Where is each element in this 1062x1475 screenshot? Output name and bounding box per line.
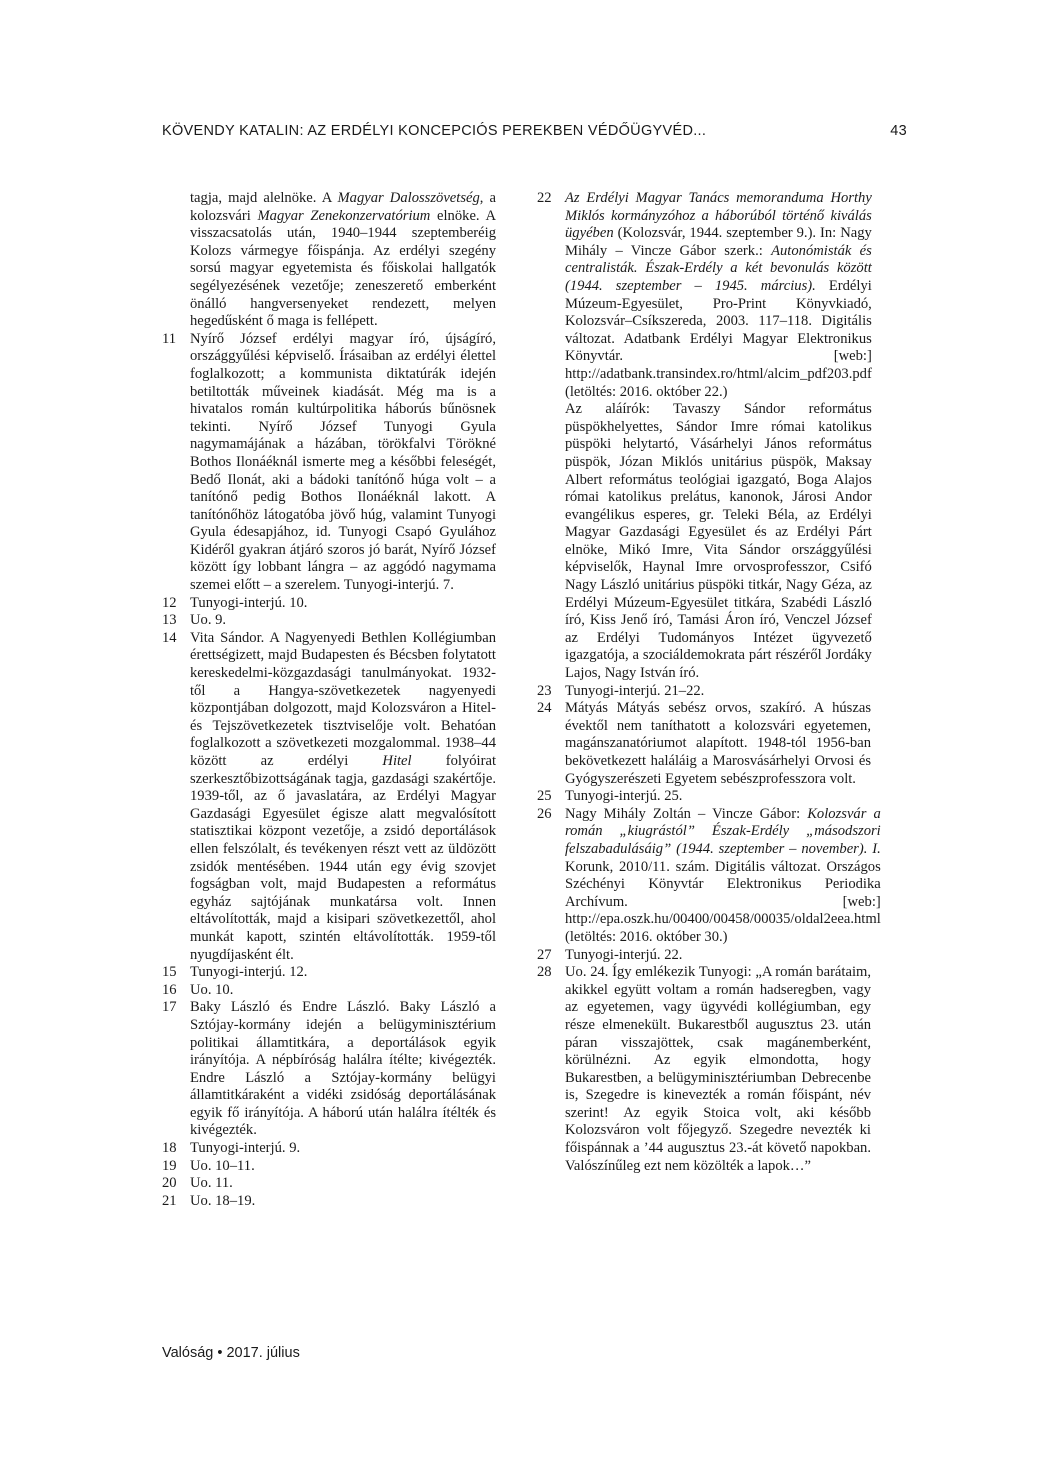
footnote bbox=[162, 190, 496, 331]
footnote-number: 11 bbox=[162, 330, 177, 347]
footnote bbox=[162, 999, 496, 1140]
footnote-text: Tunyogi-interjú. 10. bbox=[190, 594, 308, 611]
footnote bbox=[162, 1193, 496, 1211]
footnote bbox=[162, 630, 496, 964]
footnote-number: 15 bbox=[162, 964, 177, 981]
footnote-text: Tunyogi-interjú. 9. bbox=[190, 1140, 301, 1157]
footnote-text: Vita Sándor. A Nagyenyedi Bethlen Kollégiumban érettségizett, majd Budapesten és Bécsben folytatott kereskedelmi-közgazdasági tanulmányokat. 1932-től a Hangya-szövetkezetek nagyenyedi központjában dolgozott, majd Kolozsváron a Hitel- és Tejszövetkezetek tisztviselője volt. Behatóan foglalkozott a szövetkezeti mozgalommal. 1938–44 között az erdélyi Hitel folyóirat szerkesztőbizottságának tagja, gazdasági szakértője. 1939-től, az ő javaslatára, az Erdélyi Magyar Gazdasági Egyesület égisze alatt megvalósított statisztikai központ vezetője, a zsidó deportálások ellen felszólalt, és tevékenyen részt vett az üldözött zsidók mentésében. 1944 után egy évig szovjet fogságban volt, majd Budapesten a református egyház sajtójának munkatársa volt. Innen eltávolították, majd a kisipari szövetkezettől, ahol munkát kapott, szintén eltávolították. 1959-től nyugdíjasként élt. bbox=[190, 629, 496, 963]
footnote-number: 24 bbox=[537, 700, 552, 717]
footnote-number: 28 bbox=[537, 964, 552, 981]
footnote-text: Tunyogi-interjú. 22. bbox=[565, 946, 683, 963]
running-header bbox=[162, 123, 907, 139]
footnote-number: 13 bbox=[162, 612, 177, 629]
footnote-text: Mátyás Mátyás sebész orvos, szakíró. A húszas évektől nem taníthatott a kolozsvári egyetemen, magánszanatóriumot alapított. 1948-tól 1956-ban bekövetkezett haláláig a Marosvásárhelyi Orvosi és Gyógyszerészeti Egyetem sebészprofesszora volt. bbox=[565, 700, 871, 787]
footnote-text: Tunyogi-interjú. 12. bbox=[190, 964, 308, 981]
footnote-number: 12 bbox=[162, 594, 177, 611]
footnote bbox=[162, 1175, 496, 1193]
footnote bbox=[537, 700, 871, 788]
footnote-text: Uo. 18–19. bbox=[190, 1192, 256, 1209]
footnote-number: 22 bbox=[537, 190, 552, 206]
footnote-number: 20 bbox=[162, 1175, 177, 1192]
running-title: KÖVENDY KATALIN: AZ ERDÉLYI KONCEPCIÓS PEREKBEN VÉDŐÜGYVÉD... bbox=[162, 123, 707, 139]
footnote-text: Az Erdélyi Magyar Tanács memoranduma Horthy Miklós kormányzóhoz a háborúból történő kiválás ügyében (Kolozsvár, 1944. szeptember 9.). In: Nagy Mihály – Vincze Gábor szerk.: Autonómisták és centralisták. Észak-Erdély a két bevonulás között (1944. szeptember – 1945. március). Erdélyi Múzeum-Egyesület, Pro-Print Könyvkiadó, Kolozsvár–Csíkszereda, 2003. 117–118. Digitális változat. Adatbank Erdélyi Magyar Elektronikus Könyvtár. [web:] http://adatbank.transindex.ro/html/alcim_pdf203.pdf (letöltés: 2016. október 22.) Az aláírók: Tavaszy Sándor református püspökhelyettes, Sándor Imre római katolikus püspöki helytartó, Vásárhelyi János református püspök, Józan Miklós unitárius püspök, Maksay Albert református teológiai igazgató, Boga Alajos római katolikus prelátus, kanonok, Járosi Andor evangélikus esperes, gr. Teleki Béla, az Erdélyi Magyar Gazdasági Egyesület és az Erdélyi Párt elnöke, Mikó Imre, Vita Sándor országgyűlési képviselők, Haynal Imre orvosprofesszor, Csifó Nagy László unitárius püspöki titkár, Nagy Géza, az Erdélyi Múzeum-Egyesület titkára, Szabédi László író, Kiss Jenő író, Tamási Áron író, Venczel József az Erdélyi Tudományos Intézet ügyvezető igazgatója, a szociáldemokrata párt részéről Jordáky Lajos, Nagy István író. bbox=[565, 190, 872, 682]
footnote bbox=[537, 683, 871, 701]
footnote bbox=[537, 788, 871, 806]
footnote-number: 23 bbox=[537, 682, 552, 699]
footnote bbox=[162, 595, 496, 613]
footnote bbox=[537, 947, 871, 965]
footnote bbox=[537, 190, 871, 683]
footnote bbox=[162, 1158, 496, 1176]
right-footnote-column bbox=[537, 190, 881, 1175]
footnote-text: Uo. 10. bbox=[190, 981, 234, 998]
footnote-text: Nagy Mihály Zoltán – Vincze Gábor: Kolozsvár a román „kiugrástól” Észak-Erdély „másodszori felszabadulásáig” (1944. szeptember – november). I. Korunk, 2010/11. szám. Digitális változat. Országos Széchényi Könyvtár Elektronikus Periodika Archívum. [web:] http://epa.oszk.hu/00400/00458/00035/oldal2eea.html (letöltés: 2016. október 30.) bbox=[565, 805, 881, 945]
page-footer: Valóság • 2017. július bbox=[162, 1345, 300, 1361]
footnote-text: Tunyogi-interjú. 25. bbox=[565, 788, 683, 805]
footnote-text: Uo. 11. bbox=[190, 1175, 233, 1192]
footnote-paragraph: Az aláírók: Tavaszy Sándor református püspökhelyettes, Sándor Imre római katolikus püspöki helytartó, Vásárhelyi János református püspök, Józan Miklós unitárius püspök, Maksay Albert református teológiai igazgató, Boga Alajos római katolikus prelátus, kanonok, Járosi Andor evangélikus esperes, gr. Teleki Béla, az Erdélyi Magyar Gazdasági Egyesület és az Erdélyi Párt elnöke, Mikó Imre, Vita Sándor országgyűlési képviselők, Haynal Imre orvosprofesszor, Csifó Nagy László unitárius püspöki titkár, Nagy Géza, az Erdélyi Múzeum-Egyesület titkára, Szabédi László író, Kiss Jenő író, Tamási Áron író, Venczel József az Erdélyi Tudományos Intézet ügyvezető igazgatója, a szociáldemokrata párt részéről Jordáky Lajos, Nagy István író. bbox=[565, 401, 872, 682]
footnote-text: Uo. 9. bbox=[190, 612, 227, 629]
footnote-number: 18 bbox=[162, 1140, 177, 1157]
page-number: 43 bbox=[890, 123, 907, 139]
footnote-number: 21 bbox=[162, 1192, 177, 1209]
footnote bbox=[162, 1140, 496, 1158]
footnote-number: 17 bbox=[162, 999, 177, 1016]
left-footnote-column bbox=[162, 190, 496, 1210]
footnote bbox=[162, 612, 496, 630]
footnote bbox=[162, 982, 496, 1000]
footnote-number bbox=[162, 190, 190, 331]
footnote-text: Uo. 24. Így emlékezik Tunyogi: „A román barátaim, akikkel együtt voltam a román hadseregben, vagy az egyetemen, vagy ügyvédi kollégiumban, egy része elmenekült. Bukarestből augusztus 23. után páran visszajöttek, csak magánemberként, körülnézni. Az egyik elmondotta, hogy Bukarestben, a belügyminisztériumban Debrecenbe is, Szegedre is kinevezték a román főispánt, név szerint! Az egyik Stoica volt, aki később Kolozsváron volt főjegyző. Szegedre nevezték ki főispánnak a ’44 augusztus 23.-át követő napokban. Valószínűleg ezt nem közölték a lapok…” bbox=[565, 964, 871, 1174]
footnote-number: 14 bbox=[162, 629, 177, 646]
footnote bbox=[537, 805, 881, 947]
footnote-number: 19 bbox=[162, 1157, 177, 1174]
footnote-text: Uo. 10–11. bbox=[190, 1157, 255, 1174]
footnote-text: Nyírő József erdélyi magyar író, újságíró, országgyűlési képviselő. Írásaiban az erdélyi élettel foglalkozott; a kommunista diktatúrák idején betiltották műveinek kiadását. Még ma is a hivatalos román kultúrpolitika háborús bűnösnek tekinti. Nyírő József Tunyogi Gyula nagymamájának a házában, törökfalvi Törökné Bothos Ilonáéknál ismerte meg a későbbi feleségét, Bedő Ilonát, aki a bádoki tanítónő húga volt – a tanítónő pedig Bothos Ilonáéknál lakott. A tanítónőhöz látogatóba jövő húg, valamint Tunyogi Gyula édesapjához, id. Tunyogi Csapó Gyulához Kidéről gyakran átjáró szoros jó barát, Nyírő József között így lobbant lángra – az aggódó nagymama szemei előtt – a szerelem. Tunyogi-interjú. 7. bbox=[190, 330, 496, 594]
footnote-text: Tunyogi-interjú. 21–22. bbox=[565, 682, 705, 699]
footnote-number: 27 bbox=[537, 946, 552, 963]
footnote bbox=[537, 964, 871, 1175]
footnote-text: tagja, majd alelnöke. A Magyar Dalosszövetség, a kolozsvári Magyar Zenekonzervatórium elnöke. A visszacsatolás után, 1940–1944 szeptemberéig Kolozs vármegye főispánja. Az erdélyi szegény sorsú magyar egyetemista és főiskolai hallgatók segélyezésének vezetője; zeneszerető emberként önálló hangversenyeket rendezett, melyen hegedűsként ő maga is fellépett. bbox=[190, 190, 497, 330]
footnote bbox=[162, 964, 496, 982]
footnote-text: Baky László és Endre László. Baky László a Sztójay-kormány idején a belügyminisztérium politikai államtitkára, a deportálások egyik irányítója. A népbíróság halálra ítélte; kivégezték. Endre László a Sztójay-kormány belügyi államtitkáraként a vidéki zsidóság deportálásának egyik fő irányítója. A háború után halálra ítélték és kivégezték. bbox=[190, 999, 496, 1139]
footnote-number: 25 bbox=[537, 788, 552, 805]
footnote bbox=[162, 331, 496, 595]
footnote-number: 16 bbox=[162, 981, 177, 998]
footnote-number: 26 bbox=[537, 805, 552, 822]
